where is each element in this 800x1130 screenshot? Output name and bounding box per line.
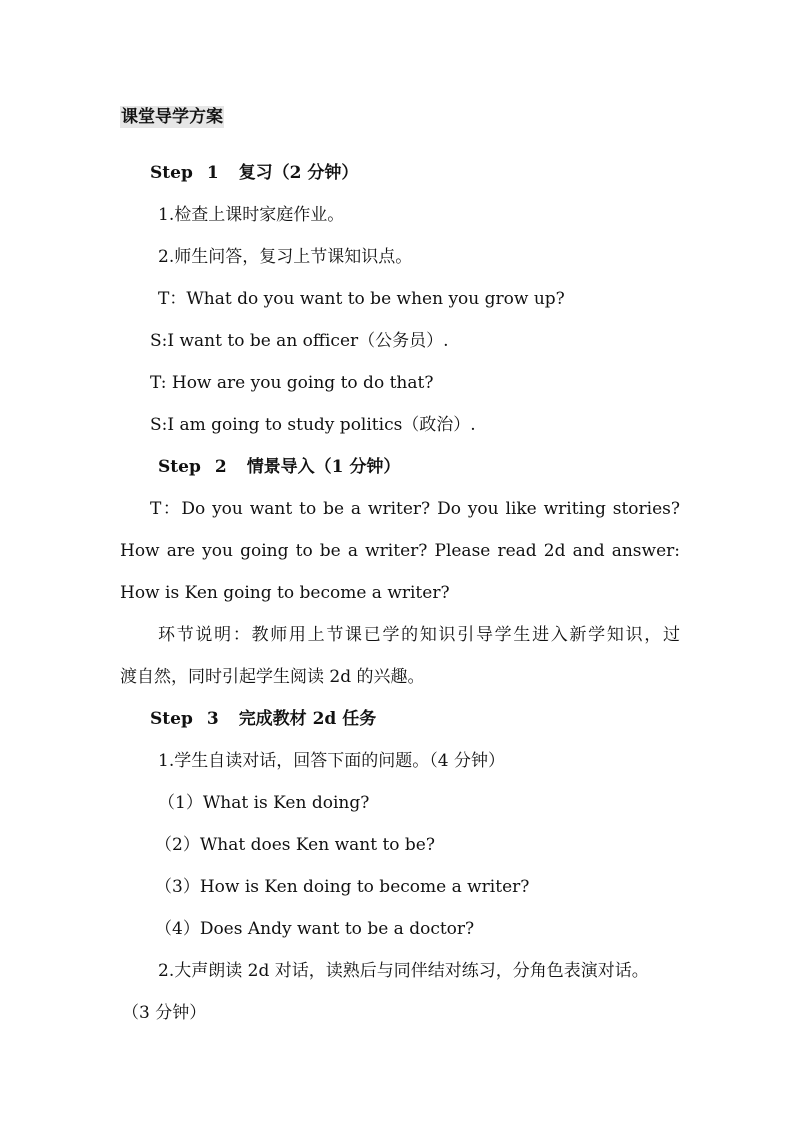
question-item: （3）How is Ken doing to become a writer? — [155, 877, 530, 897]
step3-name: 完成教材 2d 任务 — [238, 709, 377, 729]
step2-note-line: 渡自然，同时引起学生阅读 2d 的兴趣。 — [120, 667, 425, 687]
step2-paragraph-line: How are you going to be a writer? Please read 2d and answer: — [120, 541, 680, 561]
step2-note-line: 环节说明：教师用上节课已学的知识引导学生进入新学知识，过 — [158, 625, 680, 645]
step3-item-continued: （3 分钟） — [122, 1003, 207, 1023]
question-item: （2）What does Ken want to be? — [155, 835, 435, 855]
dialogue-line: T: How are you going to do that? — [150, 373, 434, 393]
step1-heading — [150, 162, 358, 184]
document-title: 课堂导学方案 — [121, 107, 223, 127]
step1-name: 复习（2 分钟） — [238, 163, 359, 183]
dialogue-line: S:I want to be an officer（公务员）. — [150, 331, 449, 351]
step1-item: 1.检查上课时家庭作业。 — [158, 205, 345, 225]
step3-number: 3 — [206, 709, 219, 729]
step2-paragraph-line: T：Do you want to be a writer? Do you like writing stories? — [150, 499, 680, 519]
step1-label: Step — [150, 163, 193, 183]
dialogue-line: T：What do you want to be when you grow up? — [158, 289, 565, 309]
step2-paragraph-line: How is Ken going to become a writer? — [120, 583, 450, 603]
step3-item: 2.大声朗读 2d 对话，读熟后与同伴结对练习，分角色表演对话。 — [158, 961, 649, 981]
step2-label: Step — [158, 457, 201, 477]
question-item: （1）What is Ken doing? — [158, 793, 370, 813]
step2-name: 情景导入（1 分钟） — [246, 457, 401, 477]
step1-item: 2.师生问答，复习上节课知识点。 — [158, 247, 413, 267]
step3-item: 1.学生自读对话，回答下面的问题。（4 分钟） — [158, 751, 505, 771]
step1-number: 1 — [206, 163, 219, 183]
step3-label: Step — [150, 709, 193, 729]
step2-number: 2 — [214, 457, 227, 477]
step3-heading — [150, 708, 376, 730]
dialogue-line: S:I am going to study politics（政治）. — [150, 415, 476, 435]
question-item: （4）Does Andy want to be a doctor? — [155, 919, 475, 939]
step2-heading — [158, 456, 400, 478]
